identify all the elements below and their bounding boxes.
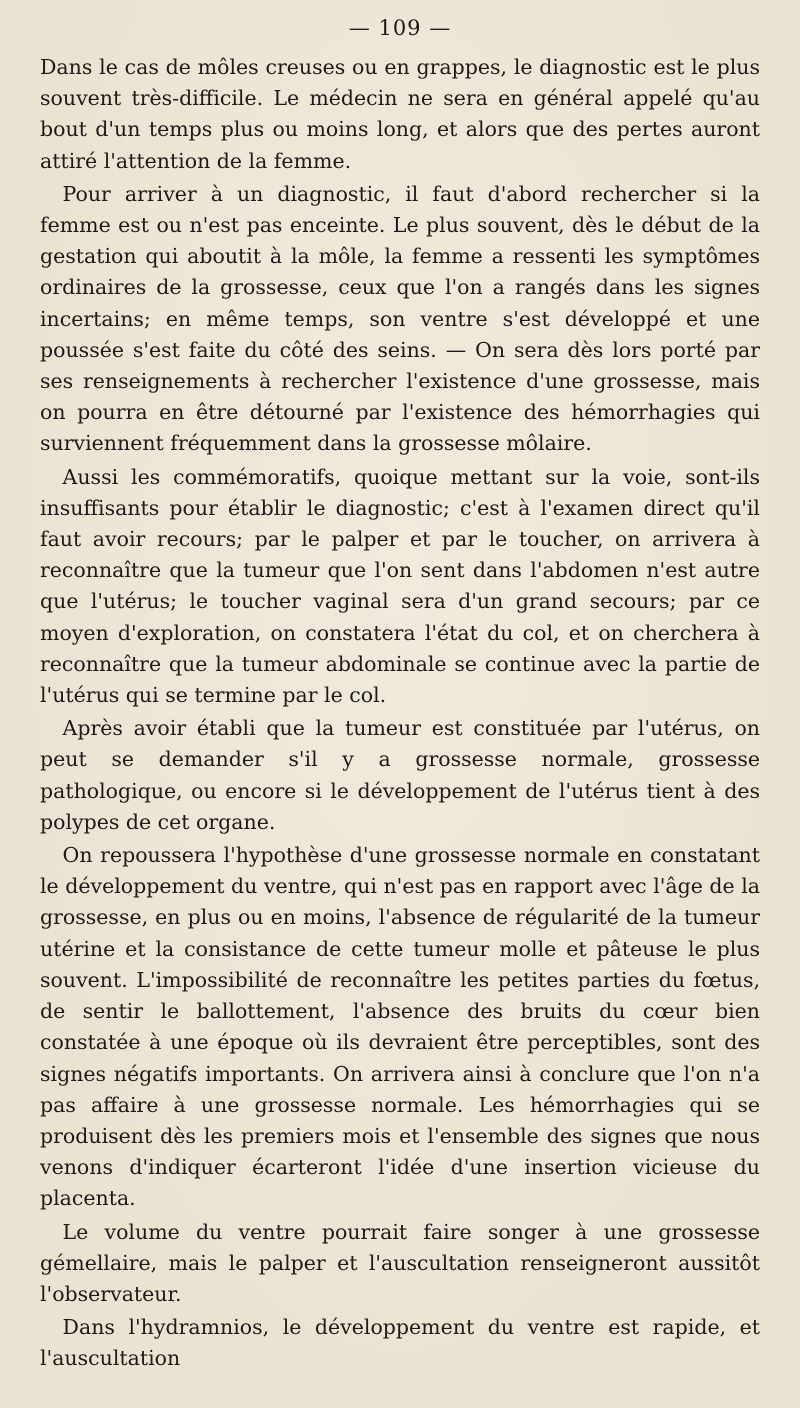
paragraph-5: On repoussera l'hypothèse d'une grossesse normale en constatant le développement du ventre, qui n'est pas en rapport avec l'âge de la grossesse, en plus ou en moins, l'absence de régularité de la tumeur utérine et la consistance de cette tumeur molle et pâteuse le plus souvent. L'impossibilité de reconnaître les petites parties du fœtus, de sentir le ballottement, l'absence des bruits du cœur bien constatée à une époque où ils devraient être perceptibles, sont des signes négatifs importants. On arrivera ainsi à conclure que l'on n'a pas affaire à une grossesse normale. Les hémorrhagies qui se produisent dès les premiers mois et l'ensemble des signes que nous venons d'indiquer écarteront l'idée d'une insertion vicieuse du placenta.: [40, 843, 760, 1211]
body-text: [40, 52, 760, 1377]
paragraph-4: Après avoir établi que la tumeur est constituée par l'utérus, on peut se demander s'il y a grossesse normale, grossesse pathologique, ou encore si le développement de l'utérus tient à des polypes de cet organe.: [40, 716, 760, 834]
paragraph-7: Dans l'hydramnios, le développement du ventre est rapide, et l'auscultation: [40, 1315, 760, 1371]
paragraph-6: Le volume du ventre pourrait faire songer à une grossesse gémellaire, mais le palper et l'auscultation renseigneront aussitôt l'observateur.: [40, 1219, 760, 1306]
paragraph-1: Dans le cas de môles creuses ou en grappes, le diagnostic est le plus souvent très-difficile. Le médecin ne sera en général appelé qu'au bout d'un temps plus ou moins long, et alors que des pertes auront attiré l'attention de la femme.: [40, 55, 760, 173]
page-number: — 109 —: [348, 16, 452, 40]
paragraph-3: Aussi les commémoratifs, quoique mettant sur la voie, sont-ils insuffisants pour établir le diagnostic; c'est à l'examen direct qu'il faut avoir recours; par le palper et par le toucher, on arrivera à reconnaître que la tumeur que l'on sent dans l'abdomen n'est autre que l'utérus; le toucher vaginal sera d'un grand secours; par ce moyen d'exploration, on constatera l'état du col, et on cherchera à reconnaître que la tumeur abdominale se continue avec la partie de l'utérus qui se termine par le col.: [40, 464, 760, 708]
paragraph-2: Pour arriver à un diagnostic, il faut d'abord rechercher si la femme est ou n'est pas enceinte. Le plus souvent, dès le début de la gestation qui aboutit à la môle, la femme a ressenti les symptômes ordinaires de la grossesse, ceux que l'on a rangés dans les signes incertains; en même temps, son ventre s'est développé et une poussée s'est faite du côté des seins. — On sera dès lors porté par ses renseignements à rechercher l'existence d'une grossesse, mais on pourra en être détourné par l'existence des hémorrhagies qui surviennent fréquemment dans la grossesse môlaire.: [40, 181, 760, 456]
